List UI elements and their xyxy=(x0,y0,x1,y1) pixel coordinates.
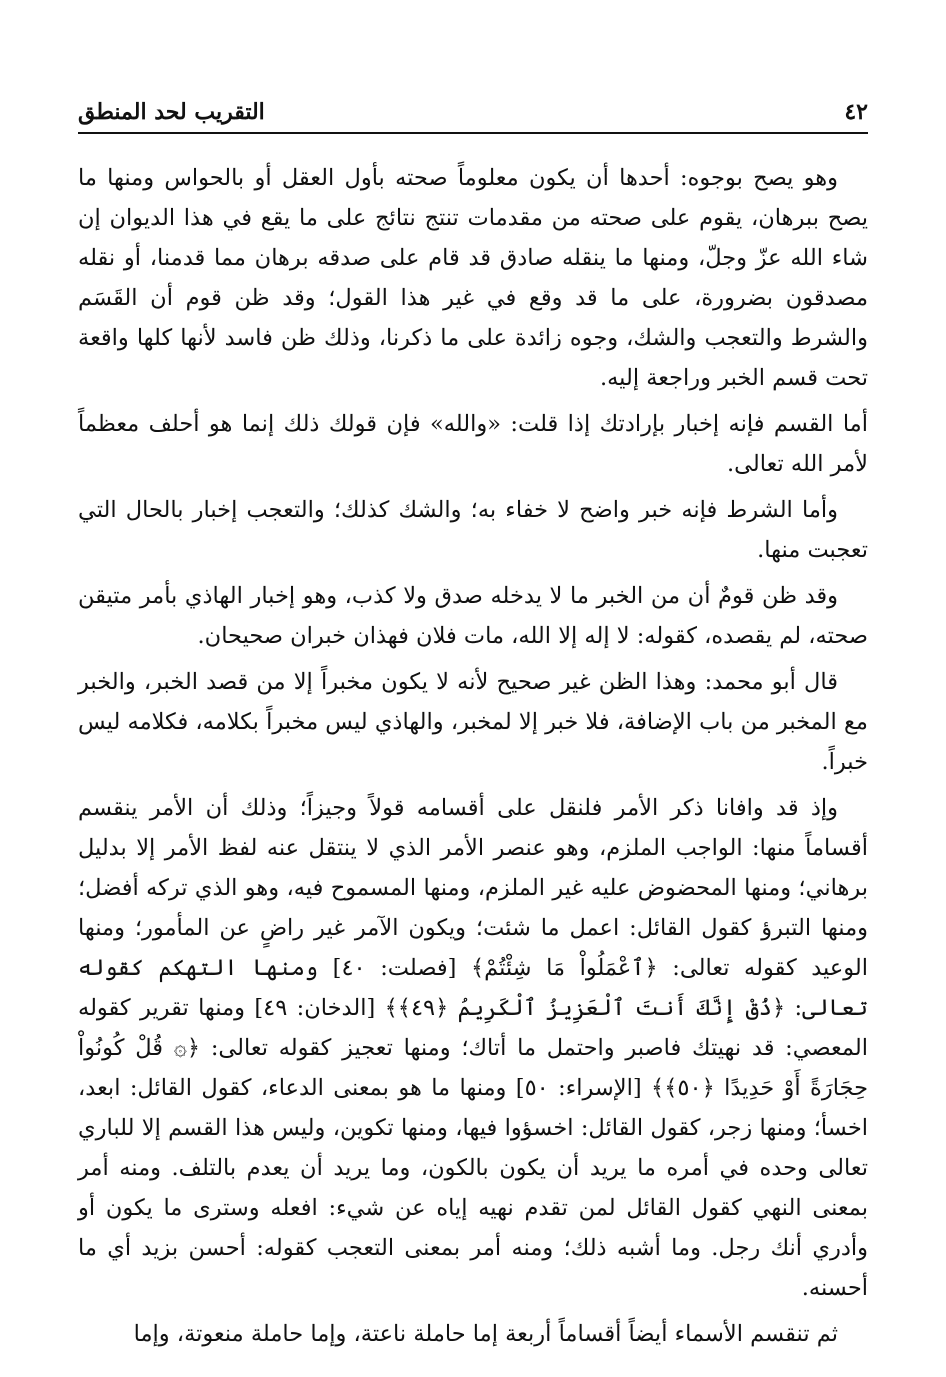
running-title: التقريب لحد المنطق xyxy=(78,99,265,125)
paragraph: وأما الشرط فإنه خبر واضح لا خفاء به؛ والشك كذلك؛ والتعجب إخبار بالحال التي تعجبت منها. xyxy=(78,497,868,563)
paragraph: ثم تنقسم الأسماء أيضاً أقساماً أربعة إما حاملة ناعتة، وإما حاملة منعوتة، وإما xyxy=(133,1321,838,1347)
paragraph: وإذ قد وافانا ذكر الأمر فلنقل على أقسامه قولاً وجيزاً؛ وذلك أن الأمر ينقسم أقساماً منها: الواجب الملزم، وهو عنصر الأمر الذي لا ينتقل عنه لفظ الأمر إلا بدليل برهاني؛ ومنها المحضوض عليه غير الملزم، ومنها المسموح فيه، وهو الذي تركه أفضل؛ ومنها التبرؤ كقول القائل: اعمل ما شئت؛ ويكون الآمر غير راضٍ عن المأمور؛ ومنها الوعيد كقوله تعالى: ﴿ٱعْمَلُواْ مَا شِئْتُمْ﴾ [فصلت: ٤٠] ومنها التهكم كقوله تعالى: ﴿ذُقْ إِنَّكَ أَنتَ ٱلْعَزِيزُ ٱلْكَرِيمُ ﴿٤٩﴾﴾ [الدخان: ٤٩] ومنها تقرير كقوله المعصي: قد نهيتك فاصبر واحتمل ما أتاك؛ ومنها تعجيز كقوله تعالى: ﴿۞ قُلْ كُونُواْ حِجَارَةً أَوْ حَدِيدًا ﴿٥٠﴾﴾ [الإسراء: ٥٠] ومنها ما هو بمعنى الدعاء، كقول القائل: ابعد، اخسأ؛ ومنها زجر، كقول القائل: اخسؤوا فيها، ومنها تكوين، وليس هذا القسم إلا للباري تعالى وحده في أمره ما يريد أن يكون بالكون، وما يريد أن يعدم بالتلف. ومنه أمر بمعنى النهي كقول القائل لمن تقدم نهيه إياه عن شيء: افعله وسترى ما يكون أو وأدري أنك رجل. وما أشبه ذلك؛ ومنه أمر بمعنى التعجب كقوله: أحسن بزيد أي ما أحسنه. xyxy=(78,795,868,1301)
paragraph: أما القسم فإنه إخبار بإرادتك إذا قلت: «والله» فإن قولك ذلك إنما هو أحلف معظماً لأمر الله تعالى. xyxy=(78,411,868,477)
paragraph: وقد ظن قومٌ أن من الخبر ما لا يدخله صدق ولا كذب، وهو إخبار الهاذي بأمر متيقن صحته، لم يقصده، كقوله: لا إله إلا الله، مات فلان فهذان خبران صحيحان. xyxy=(78,583,868,649)
paragraph: قال أبو محمد: وهذا الظن غير صحيح لأنه لا يكون مخبراً إلا من قصد الخبر، والخبر مع المخبر من باب الإضافة، فلا خبر إلا لمخبر، والهاذي ليس مخبراً بكلامه، فكلامه ليس خبراً. xyxy=(78,669,868,775)
body-text xyxy=(78,158,868,1354)
page-header xyxy=(78,96,868,134)
page-number: ٤٢ xyxy=(844,99,868,125)
paragraph: وهو يصح بوجوه: أحدها أن يكون معلوماً صحته بأول العقل أو بالحواس ومنها ما يصح ببرهان، يقوم على صحته من مقدمات تنتج نتائج على ما يقع في هذا الديوان إن شاء الله عزّ وجلّ، ومنها ما ينقله صادق قد قام على صدقه برهان مما قدمنا، أو نقله مصدقون بضرورة، على ما قد وقع في غير هذا القول؛ وقد ظن قوم أن القَسَم والشرط والتعجب والشك، وجوه زائدة على ما ذكرنا، وذلك ظن فاسد لأنها كلها واقعة تحت قسم الخبر وراجعة إليه. xyxy=(78,165,868,391)
